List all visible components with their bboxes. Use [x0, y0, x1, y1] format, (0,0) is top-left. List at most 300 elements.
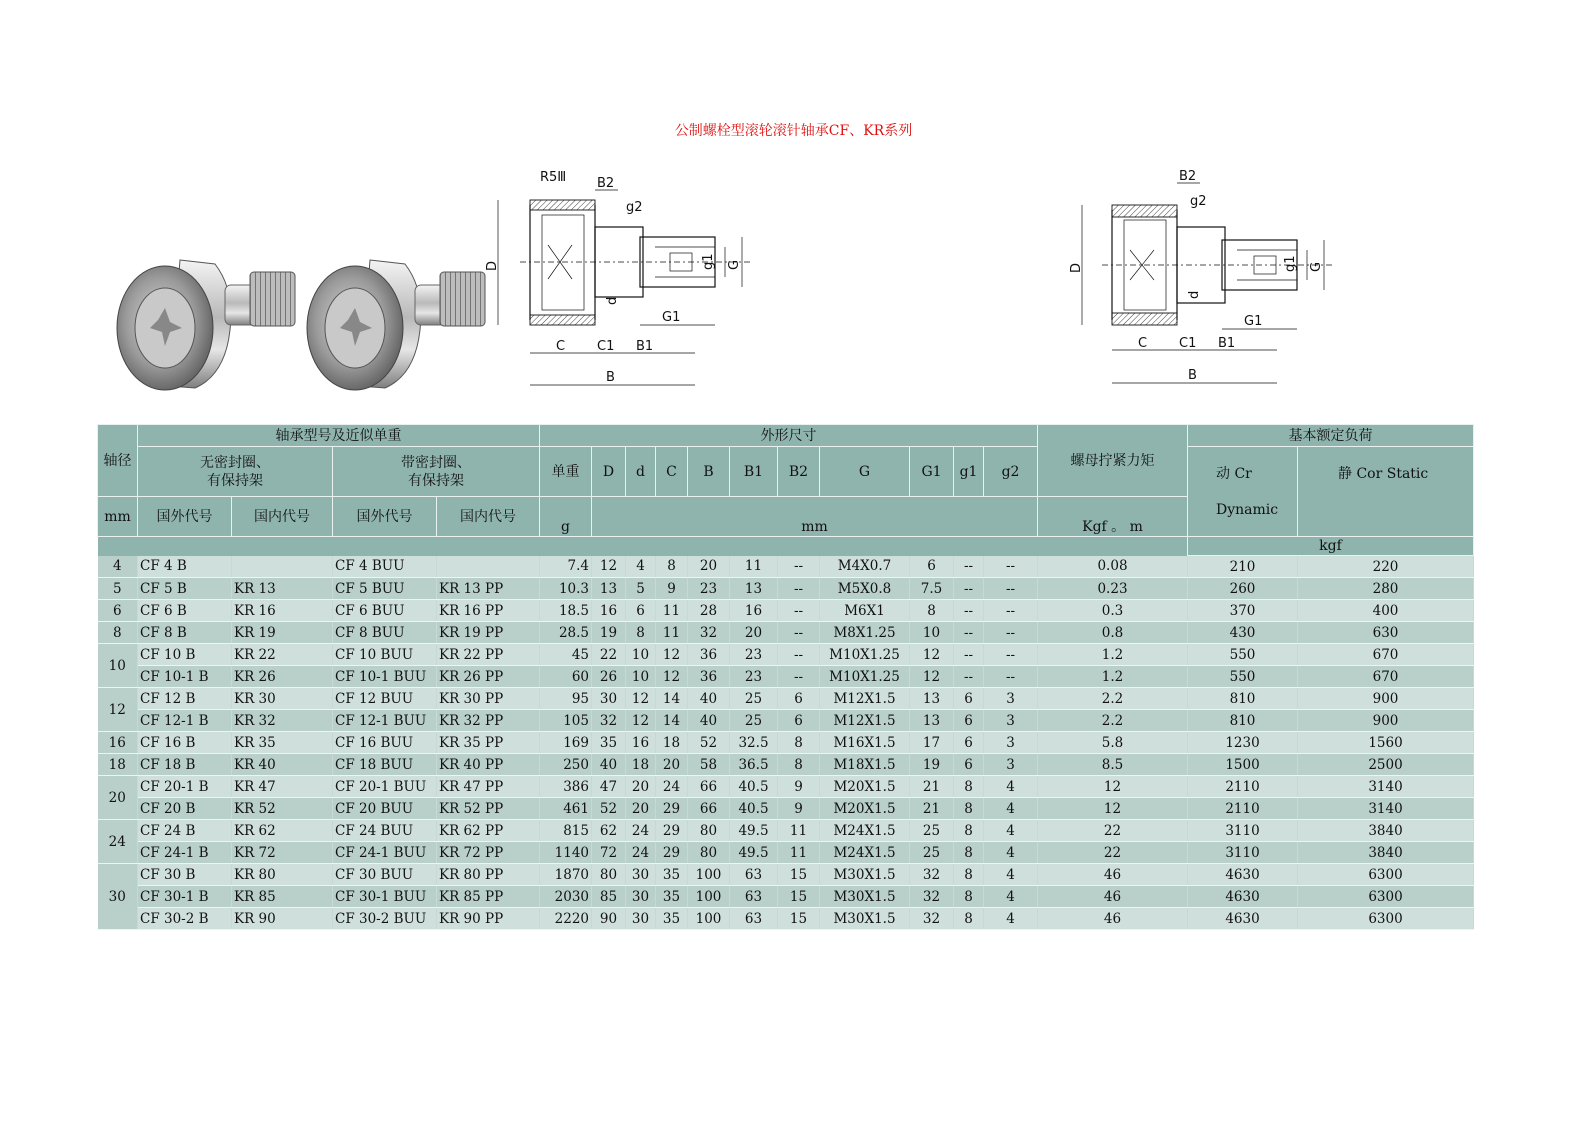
table-cell: 12 [910, 644, 954, 666]
table-cell: 29 [656, 820, 688, 842]
table-cell: 1140 [540, 842, 592, 864]
dim2-B: B [1188, 368, 1197, 383]
table-cell: 20 [730, 622, 778, 644]
table-cell: 7.4 [540, 556, 592, 578]
table-cell: 10 [626, 666, 656, 688]
table-cell: 11 [730, 556, 778, 578]
dim2-G: G [1309, 261, 1324, 272]
hdr-G1: G1 [910, 447, 954, 497]
table-cell: 4630 [1188, 908, 1298, 930]
table-cell: KR 13 PP [437, 578, 540, 600]
hdr-dims-unit: mm [592, 497, 1038, 537]
table-cell: 8 [778, 732, 820, 754]
table-cell: 4 [626, 556, 656, 578]
table-cell: 8 [954, 886, 984, 908]
table-cell: 6 [778, 688, 820, 710]
table-cell: 1870 [540, 864, 592, 886]
table-cell: 18 [626, 754, 656, 776]
table-cell: CF 5 B [138, 578, 232, 600]
table-cell: CF 30-1 BUU [333, 886, 437, 908]
table-cell: 8 [954, 842, 984, 864]
table-cell: 250 [540, 754, 592, 776]
table-cell: 47 [592, 776, 626, 798]
table-cell: 23 [688, 578, 730, 600]
dim-G: G [727, 259, 742, 270]
dim2-g1: g1 [1283, 255, 1298, 272]
shaft-dia-cell: 18 [98, 754, 138, 776]
hdr-domestic-code-2: 国内代号 [437, 497, 540, 537]
table-cell: 260 [1188, 578, 1298, 600]
table-cell: 11 [778, 842, 820, 864]
table-cell: 6 [778, 710, 820, 732]
table-cell: 2220 [540, 908, 592, 930]
table-cell: CF 12 BUU [333, 688, 437, 710]
table-cell: 20 [656, 754, 688, 776]
table-cell: 15 [778, 908, 820, 930]
table-cell: KR 72 PP [437, 842, 540, 864]
table-cell: 35 [592, 732, 626, 754]
table-cell: 66 [688, 776, 730, 798]
table-cell: -- [778, 600, 820, 622]
table-cell: 72 [592, 842, 626, 864]
table-cell: 40.5 [730, 776, 778, 798]
table-cell: 1560 [1298, 732, 1474, 754]
table-cell: -- [954, 622, 984, 644]
table-cell: KR 32 PP [437, 710, 540, 732]
dim2-d: d [1187, 290, 1202, 299]
table-cell: 19 [910, 754, 954, 776]
table-cell: CF 30 B [138, 864, 232, 886]
hdr-D: D [592, 447, 626, 497]
table-cell: 25 [730, 688, 778, 710]
table-cell: 80 [592, 864, 626, 886]
table-cell: KR 47 [232, 776, 333, 798]
table-cell: 11 [656, 622, 688, 644]
table-cell: 63 [730, 864, 778, 886]
table-cell: 12 [1038, 776, 1188, 798]
table-cell: 46 [1038, 908, 1188, 930]
table-cell: 3140 [1298, 798, 1474, 820]
hdr-no-seal: 无密封圈、 有保持架 [138, 447, 333, 497]
dim-R: R5Ⅲ [540, 170, 567, 185]
table-cell: 20 [688, 556, 730, 578]
table-cell: CF 8 BUU [333, 622, 437, 644]
table-cell: CF 30 BUU [333, 864, 437, 886]
table-cell: 21 [910, 776, 954, 798]
table-row [98, 820, 1474, 842]
table-cell: CF 20 B [138, 798, 232, 820]
table-cell: KR 19 [232, 622, 333, 644]
hdr-dynamic: 动 Cr Dynamic [1188, 447, 1298, 537]
hdr-weight: 单重 [540, 447, 592, 497]
table-row [98, 644, 1474, 666]
table-cell: -- [778, 578, 820, 600]
table-cell: 36 [688, 644, 730, 666]
table-row [98, 732, 1474, 754]
table-cell: 28.5 [540, 622, 592, 644]
table-cell: 9 [778, 776, 820, 798]
table-row [98, 578, 1474, 600]
table-cell: 630 [1298, 622, 1474, 644]
table-cell: 100 [688, 864, 730, 886]
table-cell: KR 26 PP [437, 666, 540, 688]
table-cell: 12 [626, 710, 656, 732]
dim-C: C [556, 339, 566, 354]
table-cell: M18X1.5 [820, 754, 910, 776]
table-cell: 60 [540, 666, 592, 688]
table-cell: M20X1.5 [820, 776, 910, 798]
hdr-domestic-code: 国内代号 [232, 497, 333, 537]
hdr-weight-unit: g [540, 497, 592, 537]
table-cell: 4630 [1188, 886, 1298, 908]
table-cell: 32 [910, 886, 954, 908]
table-cell: KR 85 [232, 886, 333, 908]
table-cell: 13 [592, 578, 626, 600]
table-cell: 670 [1298, 666, 1474, 688]
table-cell: KR 16 PP [437, 600, 540, 622]
table-cell: 100 [688, 886, 730, 908]
table-cell: 22 [592, 644, 626, 666]
hdr-g2: g2 [984, 447, 1038, 497]
table-cell: -- [954, 600, 984, 622]
table-cell: M30X1.5 [820, 886, 910, 908]
table-cell: 8 [656, 556, 688, 578]
table-cell: CF 20-1 BUU [333, 776, 437, 798]
shaft-dia-cell: 8 [98, 622, 138, 644]
bearing-photo-1 [110, 250, 300, 400]
dim2-G1: G1 [1244, 314, 1263, 329]
table-cell: 3 [984, 688, 1038, 710]
hdr-shaft-dia: 轴径 [98, 425, 138, 497]
table-cell: 15 [778, 886, 820, 908]
table-cell: 32 [592, 710, 626, 732]
shaft-dia-cell: 16 [98, 732, 138, 754]
table-cell: 13 [910, 710, 954, 732]
table-cell: KR 30 PP [437, 688, 540, 710]
shaft-dia-cell: 24 [98, 820, 138, 864]
table-cell: CF 20 BUU [333, 798, 437, 820]
table-cell: 46 [1038, 886, 1188, 908]
table-cell: KR 30 [232, 688, 333, 710]
table-cell: 85 [592, 886, 626, 908]
table-cell: M30X1.5 [820, 864, 910, 886]
table-cell: 63 [730, 908, 778, 930]
table-cell: 25 [910, 820, 954, 842]
table-cell: 22 [1038, 820, 1188, 842]
table-cell: 8 [778, 754, 820, 776]
table-cell: 105 [540, 710, 592, 732]
table-cell: CF 20-1 B [138, 776, 232, 798]
table-cell: KR 85 PP [437, 886, 540, 908]
table-cell: 4 [984, 908, 1038, 930]
table-cell: 6 [954, 688, 984, 710]
table-cell: CF 30-2 B [138, 908, 232, 930]
table-cell: 0.3 [1038, 600, 1188, 622]
table-cell: 29 [656, 798, 688, 820]
hdr-B: B [688, 447, 730, 497]
table-cell: 5.8 [1038, 732, 1188, 754]
dim-D: D [485, 260, 500, 271]
table-cell: M20X1.5 [820, 798, 910, 820]
table-cell: 40 [688, 688, 730, 710]
table-row [98, 798, 1474, 820]
table-cell: KR 26 [232, 666, 333, 688]
table-cell: CF 18 BUU [333, 754, 437, 776]
table-row [98, 710, 1474, 732]
hdr-d: d [626, 447, 656, 497]
table-cell: 12 [656, 644, 688, 666]
table-cell: CF 8 B [138, 622, 232, 644]
table-cell: 63 [730, 886, 778, 908]
table-cell: 18 [656, 732, 688, 754]
table-row [98, 908, 1474, 930]
table-cell: 49.5 [730, 820, 778, 842]
technical-drawing-2 [1062, 165, 1342, 395]
dim2-B2: B2 [1179, 169, 1197, 184]
table-cell: M4X0.7 [820, 556, 910, 578]
table-cell: 66 [688, 798, 730, 820]
table-row [98, 666, 1474, 688]
table-cell: 4 [984, 798, 1038, 820]
table-cell: 280 [1298, 578, 1474, 600]
table-cell: CF 24-1 B [138, 842, 232, 864]
table-cell: 2.2 [1038, 710, 1188, 732]
table-cell: KR 19 PP [437, 622, 540, 644]
hdr-C: C [656, 447, 688, 497]
table-cell: 8 [954, 776, 984, 798]
table-cell: 24 [626, 842, 656, 864]
table-cell: -- [778, 666, 820, 688]
table-cell: CF 18 B [138, 754, 232, 776]
table-cell: 4 [984, 864, 1038, 886]
table-cell: 2500 [1298, 754, 1474, 776]
table-cell: CF 24 B [138, 820, 232, 842]
table-cell: -- [984, 622, 1038, 644]
table-cell: 13 [910, 688, 954, 710]
table-cell: 16 [730, 600, 778, 622]
table-cell: 32 [688, 622, 730, 644]
table-cell: 6 [954, 754, 984, 776]
table-cell: 29 [656, 842, 688, 864]
table-cell: 1500 [1188, 754, 1298, 776]
table-cell: 550 [1188, 644, 1298, 666]
table-cell: M8X1.25 [820, 622, 910, 644]
table-cell: 2110 [1188, 798, 1298, 820]
table-cell: 400 [1298, 600, 1474, 622]
table-cell: CF 10-1 B [138, 666, 232, 688]
table-cell: 12 [1038, 798, 1188, 820]
table-cell: 3110 [1188, 820, 1298, 842]
table-cell: 22 [1038, 842, 1188, 864]
hdr-with-seal: 带密封圈、 有保持架 [333, 447, 540, 497]
table-cell: 30 [626, 864, 656, 886]
table-cell: M10X1.25 [820, 644, 910, 666]
table-cell: KR 80 [232, 864, 333, 886]
table-cell: CF 10-1 BUU [333, 666, 437, 688]
table-cell: 30 [626, 886, 656, 908]
dim2-C: C [1138, 336, 1148, 351]
table-row [98, 886, 1474, 908]
table-cell: 2030 [540, 886, 592, 908]
table-cell: 4 [984, 820, 1038, 842]
table-cell: 49.5 [730, 842, 778, 864]
dim-g1: g1 [701, 253, 716, 270]
table-cell: 62 [592, 820, 626, 842]
table-cell: 16 [592, 600, 626, 622]
table-cell: -- [984, 578, 1038, 600]
shaft-dia-cell: 12 [98, 688, 138, 732]
table-cell: 5 [626, 578, 656, 600]
table-cell: M6X1 [820, 600, 910, 622]
table-cell: 550 [1188, 666, 1298, 688]
dim-C1: C1 [597, 339, 615, 354]
table-cell: 12 [656, 666, 688, 688]
table-cell: 28 [688, 600, 730, 622]
shaft-dia-cell: 6 [98, 600, 138, 622]
table-cell [232, 556, 333, 578]
table-cell: KR 22 [232, 644, 333, 666]
table-cell: -- [954, 578, 984, 600]
table-cell: 8 [626, 622, 656, 644]
hdr-g1: g1 [954, 447, 984, 497]
table-cell: 6 [626, 600, 656, 622]
table-cell: 30 [592, 688, 626, 710]
table-cell: 12 [592, 556, 626, 578]
dim2-C1: C1 [1179, 336, 1197, 351]
table-cell: 32.5 [730, 732, 778, 754]
page-title: 公制螺栓型滚轮滚针轴承CF、KR系列 [674, 123, 913, 139]
table-cell: CF 30-1 B [138, 886, 232, 908]
table-cell: 4 [984, 886, 1038, 908]
table-cell: 3110 [1188, 842, 1298, 864]
table-row [98, 754, 1474, 776]
table-cell: 815 [540, 820, 592, 842]
table-cell: 810 [1188, 710, 1298, 732]
table-cell: 810 [1188, 688, 1298, 710]
table-cell: 210 [1188, 556, 1298, 578]
table-cell: 9 [778, 798, 820, 820]
hdr-G: G [820, 447, 910, 497]
table-cell: 35 [656, 864, 688, 886]
table-cell: 11 [656, 600, 688, 622]
table-cell: 45 [540, 644, 592, 666]
table-cell: M24X1.5 [820, 842, 910, 864]
table-cell: 6300 [1298, 886, 1474, 908]
table-cell: 11 [778, 820, 820, 842]
dim-G1: G1 [662, 310, 681, 325]
table-row [98, 776, 1474, 798]
table-cell: CF 16 BUU [333, 732, 437, 754]
table-cell: M12X1.5 [820, 688, 910, 710]
table-cell: 25 [730, 710, 778, 732]
table-cell: 25 [910, 842, 954, 864]
table-cell: CF 4 BUU [333, 556, 437, 578]
table-cell: M24X1.5 [820, 820, 910, 842]
table-cell: 3140 [1298, 776, 1474, 798]
hdr-load-group: 基本额定负荷 [1188, 425, 1474, 447]
table-cell: 10 [626, 644, 656, 666]
bearing-photo-2 [300, 250, 490, 400]
table-cell: 0.23 [1038, 578, 1188, 600]
table-cell: 21 [910, 798, 954, 820]
table-cell: 36.5 [730, 754, 778, 776]
table-cell: 40 [688, 710, 730, 732]
table-cell: KR 62 [232, 820, 333, 842]
table-cell: CF 12 B [138, 688, 232, 710]
table-cell: 0.08 [1038, 556, 1188, 578]
table-cell: 1.2 [1038, 666, 1188, 688]
table-cell: CF 10 BUU [333, 644, 437, 666]
table-cell: 8 [954, 864, 984, 886]
table-cell [437, 556, 540, 578]
table-cell: 220 [1298, 556, 1474, 578]
table-cell: KR 40 PP [437, 754, 540, 776]
table-cell: CF 24-1 BUU [333, 842, 437, 864]
shaft-dia-cell: 30 [98, 864, 138, 930]
table-cell: 2110 [1188, 776, 1298, 798]
table-cell: CF 12-1 BUU [333, 710, 437, 732]
table-cell: CF 5 BUU [333, 578, 437, 600]
table-cell: 386 [540, 776, 592, 798]
table-cell: 35 [656, 908, 688, 930]
table-cell: KR 22 PP [437, 644, 540, 666]
table-cell: 6300 [1298, 864, 1474, 886]
table-cell: KR 32 [232, 710, 333, 732]
table-cell: 100 [688, 908, 730, 930]
table-cell: 670 [1298, 644, 1474, 666]
table-cell: 14 [656, 710, 688, 732]
table-cell: -- [778, 644, 820, 666]
table-cell: 20 [626, 776, 656, 798]
table-cell: 23 [730, 666, 778, 688]
table-cell: 6300 [1298, 908, 1474, 930]
table-cell: KR 35 [232, 732, 333, 754]
table-row [98, 688, 1474, 710]
table-cell: 52 [592, 798, 626, 820]
table-cell: 16 [626, 732, 656, 754]
table-cell: 24 [626, 820, 656, 842]
table-cell: CF 24 BUU [333, 820, 437, 842]
table-cell: 13 [730, 578, 778, 600]
table-cell: KR 35 PP [437, 732, 540, 754]
shaft-dia-cell: 20 [98, 776, 138, 820]
table-cell: 36 [688, 666, 730, 688]
dim2-B1: B1 [1218, 336, 1236, 351]
table-cell: 52 [688, 732, 730, 754]
table-cell: -- [954, 644, 984, 666]
table-cell: 32 [910, 908, 954, 930]
table-cell: 8 [954, 798, 984, 820]
hdr-torque: 螺母拧紧力矩 [1038, 425, 1188, 497]
table-cell: M30X1.5 [820, 908, 910, 930]
table-cell: KR 40 [232, 754, 333, 776]
shaft-dia-cell: 4 [98, 556, 138, 578]
table-cell: 18.5 [540, 600, 592, 622]
table-cell: KR 90 PP [437, 908, 540, 930]
shaft-dia-cell: 5 [98, 578, 138, 600]
table-cell: CF 6 B [138, 600, 232, 622]
table-cell: 3840 [1298, 842, 1474, 864]
table-cell: M16X1.5 [820, 732, 910, 754]
shaft-dia-cell: 10 [98, 644, 138, 688]
table-cell: 35 [656, 886, 688, 908]
table-cell: 23 [730, 644, 778, 666]
table-cell: 4 [984, 842, 1038, 864]
hdr-foreign-code: 国外代号 [138, 497, 232, 537]
table-row [98, 842, 1474, 864]
hdr-B2: B2 [778, 447, 820, 497]
table-cell: KR 47 PP [437, 776, 540, 798]
